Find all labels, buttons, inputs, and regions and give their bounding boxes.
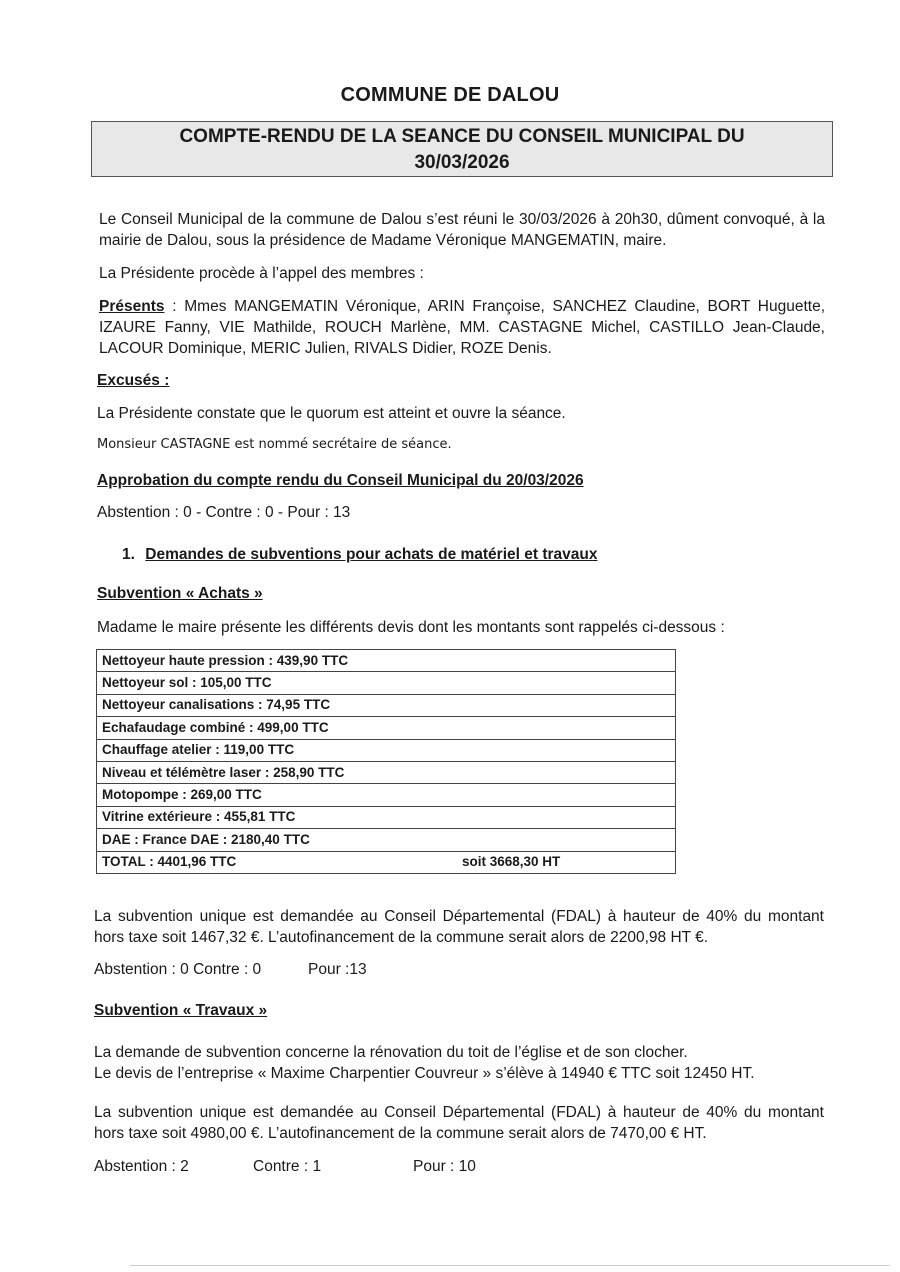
travaux-subvention-text: La subvention unique est demandée au Conseil Départemental (FDAL) à hauteur de 40% du montant hors taxe soit 4980,00 €. L’autofinancement de la commune serait alors de 7470,00 € HT. xyxy=(94,1104,824,1142)
achats-intro: Madame le maire présente les différents devis dont les montants sont rappelés ci-dessous : xyxy=(97,619,725,636)
travaux-line2: Le devis de l’entreprise « Maxime Charpentier Couvreur » s’élève à 14940 € TTC soit 12450 HT. xyxy=(94,1065,755,1082)
devis-cell: Chauffage atelier : 119,00 TTC xyxy=(97,739,676,761)
table-row xyxy=(97,694,676,716)
devis-cell: Echafaudage combiné : 499,00 TTC xyxy=(97,717,676,739)
devis-total-ht: soit 3668,30 HT xyxy=(462,854,561,870)
devis-cell: Vitrine extérieure : 455,81 TTC xyxy=(97,806,676,828)
section-1-number: 1. xyxy=(122,546,135,563)
table-row xyxy=(97,829,676,851)
approbation-vote: Abstention : 0 - Contre : 0 - Pour : 13 xyxy=(97,504,351,521)
approbation-title: Approbation du compte rendu du Conseil Municipal du 20/03/2026 xyxy=(97,472,584,489)
achats-vote-contre: Contre : 0 xyxy=(193,961,262,978)
presents-label: Présents xyxy=(99,298,165,315)
document-title-line1: COMPTE-RENDU DE LA SEANCE DU CONSEIL MUNICIPAL DU xyxy=(179,126,745,147)
section-1-title: Demandes de subventions pour achats de matériel et travaux xyxy=(145,546,598,563)
devis-cell: Nettoyeur sol : 105,00 TTC xyxy=(97,672,676,694)
devis-total-ttc: TOTAL : 4401,96 TTC xyxy=(102,854,237,870)
table-row xyxy=(97,806,676,828)
achats-vote-pour: Pour :13 xyxy=(308,961,367,978)
table-total-row xyxy=(97,851,676,873)
achats-title: Subvention « Achats » xyxy=(97,585,263,602)
travaux-vote xyxy=(94,1156,476,1177)
document-title-box xyxy=(91,121,833,177)
table-row xyxy=(97,761,676,783)
table-row xyxy=(97,739,676,761)
devis-cell: DAE : France DAE : 2180,40 TTC xyxy=(97,829,676,851)
roll-call-text: La Présidente procède à l’appel des membres : xyxy=(99,265,424,282)
devis-cell: Nettoyeur haute pression : 439,90 TTC xyxy=(97,650,676,672)
achats-vote xyxy=(94,959,367,980)
secretary-text: Monsieur CASTAGNE est nommé secrétaire de séance. xyxy=(97,437,452,452)
achats-vote-abstention: Abstention : 0 xyxy=(94,961,189,978)
travaux-title: Subvention « Travaux » xyxy=(94,1002,268,1019)
page-bottom-divider xyxy=(130,1265,890,1266)
devis-total-cell xyxy=(97,851,676,873)
intro-paragraph: Le Conseil Municipal de la commune de Dalou s’est réuni le 30/03/2026 à 20h30, dûment convoqué, à la mairie de Dalou, sous la présidence de Madame Véronique MANGEMATIN, maire. xyxy=(99,211,825,249)
devis-cell: Niveau et télémètre laser : 258,90 TTC xyxy=(97,761,676,783)
travaux-vote-pour: Pour : 10 xyxy=(413,1158,476,1175)
travaux-vote-abstention: Abstention : 2 xyxy=(94,1158,189,1175)
devis-cell: Nettoyeur canalisations : 74,95 TTC xyxy=(97,694,676,716)
town-name: COMMUNE DE DALOU xyxy=(340,84,560,106)
achats-vote-abstention-contre xyxy=(94,959,308,980)
table-row xyxy=(97,717,676,739)
section-1-heading xyxy=(122,544,597,565)
excuses-label: Excusés : xyxy=(97,372,170,389)
presents-list: : Mmes MANGEMATIN Véronique, ARIN Françoise, SANCHEZ Claudine, BORT Huguette, IZAURE Fanny, VIE Mathilde, ROUCH Marlène, MM. CASTAGNE Michel, CASTILLO Jean-Claude, LACOUR Dominique, MERIC Julien, RIVALS Didier, ROZE Denis. xyxy=(99,298,825,357)
document-title-date: 30/03/2026 xyxy=(414,152,510,173)
devis-cell: Motopompe : 269,00 TTC xyxy=(97,784,676,806)
table-row xyxy=(97,650,676,672)
achats-subvention-text: La subvention unique est demandée au Conseil Départemental (FDAL) à hauteur de 40% du montant hors taxe soit 1467,32 €. L’autofinancement de la commune serait alors de 2200,98 HT €. xyxy=(94,908,824,946)
table-row xyxy=(97,672,676,694)
presents-paragraph xyxy=(99,296,825,359)
devis-table xyxy=(96,649,676,874)
quorum-text: La Présidente constate que le quorum est atteint et ouvre la séance. xyxy=(97,405,566,422)
table-row xyxy=(97,784,676,806)
travaux-vote-contre: Contre : 1 xyxy=(253,1158,322,1175)
travaux-line1: La demande de subvention concerne la rénovation du toit de l’église et de son clocher. xyxy=(94,1044,688,1061)
